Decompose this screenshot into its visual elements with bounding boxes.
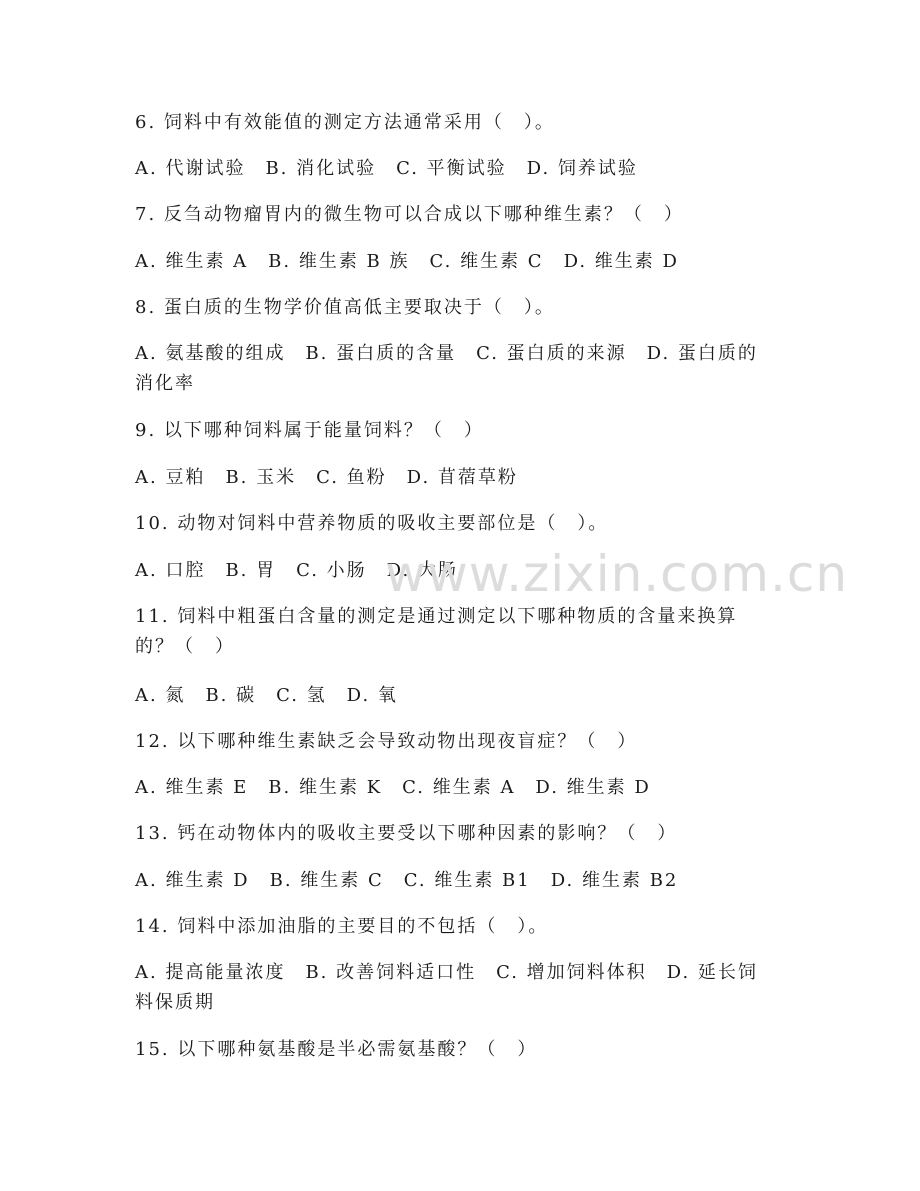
question-10: 10. 动物对饲料中营养物质的吸收主要部位是（ ）。: [135, 513, 609, 534]
options-13: A. 维生素 D B. 维生素 C C. 维生素 B1 D. 维生素 B2: [135, 870, 679, 891]
question-7: 7. 反刍动物瘤胃内的微生物可以合成以下哪种维生素？（ ）: [135, 204, 684, 225]
options-14: A. 提高能量浓度 B. 改善饲料适口性 C. 增加饲料体积 D. 延长饲料保质期: [135, 962, 758, 1013]
options-6: A. 代谢试验 B. 消化试验 C. 平衡试验 D. 饲养试验: [135, 158, 638, 179]
options-10: A. 口腔 B. 胃 C. 小肠 D. 大肠: [135, 560, 458, 581]
question-12: 12. 以下哪种维生素缺乏会导致动物出现夜盲症？（ ）: [135, 731, 638, 752]
question-14: 14. 饲料中添加油脂的主要目的不包括（ ）。: [135, 916, 549, 937]
question-13: 13. 钙在动物体内的吸收主要受以下哪种因素的影响？（ ）: [135, 823, 678, 844]
options-11: A. 氮 B. 碳 C. 氢 D. 氧: [135, 685, 398, 706]
question-9: 9. 以下哪种饲料属于能量饲料？（ ）: [135, 420, 484, 441]
watermark-text: www.zixin.com.cn: [385, 545, 849, 603]
question-15: 15. 以下哪种氨基酸是半必需氨基酸？（ ）: [135, 1039, 538, 1060]
options-12: A. 维生素 E B. 维生素 K C. 维生素 A D. 维生素 D: [135, 777, 651, 798]
options-8: A. 氨基酸的组成 B. 蛋白质的含量 C. 蛋白质的来源 D. 蛋白质的消化率: [135, 343, 758, 394]
question-8: 8. 蛋白质的生物学价值高低主要取决于（ ）。: [135, 297, 555, 318]
question-11: 11. 饲料中粗蛋白含量的测定是通过测定以下哪种物质的含量来换算的？（ ）: [135, 606, 738, 657]
options-7: A. 维生素 A B. 维生素 B 族 C. 维生素 C D. 维生素 D: [135, 251, 679, 272]
options-9: A. 豆粕 B. 玉米 C. 鱼粉 D. 苜蓿草粉: [135, 467, 518, 488]
question-6: 6. 饲料中有效能值的测定方法通常采用（ ）。: [135, 112, 555, 133]
